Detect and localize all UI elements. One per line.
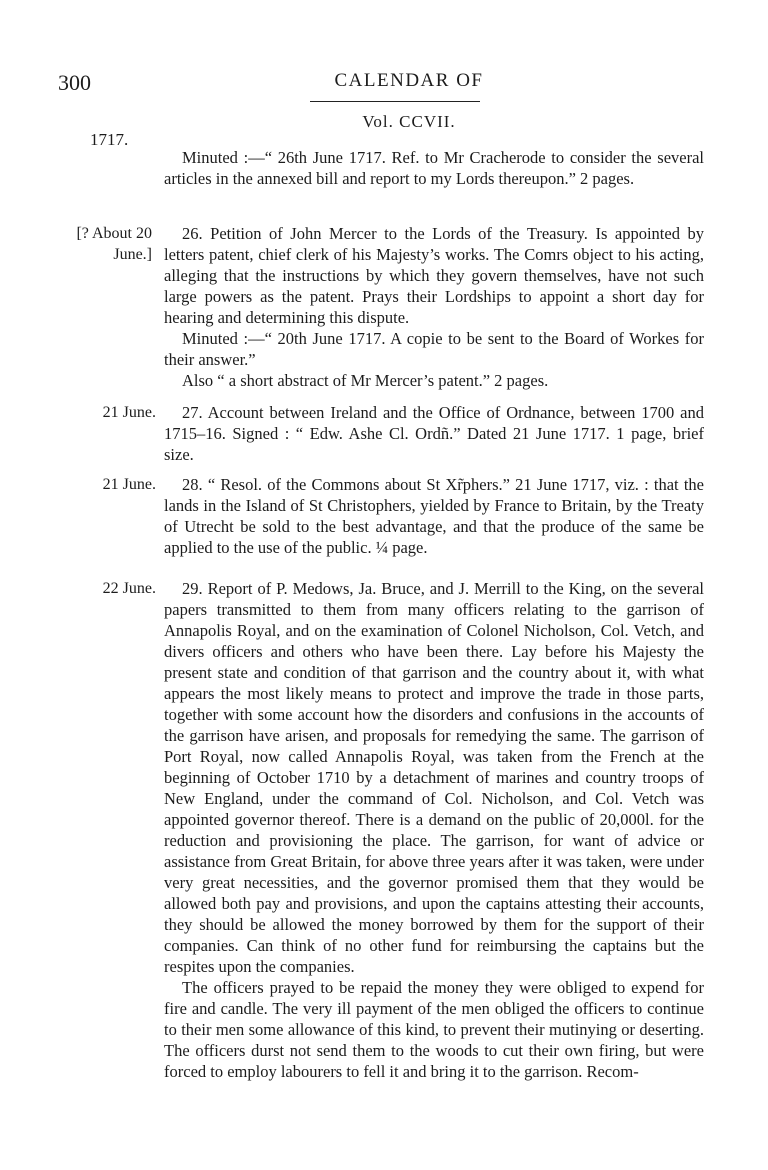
running-head: CALENDAR OF xyxy=(334,70,484,91)
entry-paragraph: Also “ a short abstract of Mr Mercer’s patent.” 2 pages. xyxy=(182,371,549,390)
entry-block xyxy=(164,147,704,189)
head-rule xyxy=(310,101,480,102)
entry-date: 21 June. xyxy=(102,476,156,493)
entry-block xyxy=(164,578,704,1082)
entry-date: [? About 20 June.] xyxy=(76,225,152,263)
entry-paragraph: The officers prayed to be repaid the money they were obliged to expend for fire and candle. The very ill payment of the men obliged the officers to continue to their men some allowance of this kind, to prevent their mutinying or deserting. The officers durst not send them to the woods to cut their own firing, but were forced to employ labourers to fell it and bring it to the garrison. Recom- xyxy=(164,978,704,1081)
page-number: 300 xyxy=(58,70,91,95)
entry-paragraph: Minuted :—“ 26th June 1717. Ref. to Mr Cracherode to consider the several articles in the annexed bill and report to my Lords thereupon.” 2 pages. xyxy=(164,148,704,188)
entry-paragraph: 27. Account between Ireland and the Office of Ordnance, between 1700 and 1715–16. Signed : “ Edw. Ashe Cl. Ordñ.” Dated 21 June 1717. 1 page, brief size. xyxy=(164,403,704,464)
entry-date: 21 June. xyxy=(102,404,156,421)
entry-date: 22 June. xyxy=(102,580,156,597)
entry-block xyxy=(164,402,704,465)
entry-paragraph: Minuted :—“ 20th June 1717. A copie to be sent to the Board of Workes for their answer.” xyxy=(164,329,704,369)
entry-paragraph: 29. Report of P. Medows, Ja. Bruce, and J. Merrill to the King, on the several papers transmitted to them from many officers relating to the garrison of Annapolis Royal, and on the examination of Colonel Nicholson, Col. Vetch, and divers officers and others who have been there. Lay before his Majesty the present state and condition of that garrison and the country about it, with what appears the most likely means to protect and improve the trade in those parts, together with some account how the disorders and confusions in the accounts of the garrison have arisen, and proposals for remedying the same. The garrison of Port Royal, now called Annapolis Royal, was taken from the French at the beginning of October 1710 by a detachment of marines and country troops of New England, under the command of Col. Nicholson, and Col. Vetch was appointed governor thereof. There is a demand on the public of 20,000l. for the reduction and provisioning the place. The garrison, for want of advice or assistance from Great Britain, for above three years after it was taken, were under very great necessities, and the governor promised them that they would be allowed both pay and provisions, and upon the captains attesting their accounts, they should be allowed the money borrowed by them for the support of their companies. Can think of no other fund for reimbursing the captains but the respites upon the companies. xyxy=(164,579,704,976)
year-marginal: 1717. xyxy=(90,130,129,149)
entry-paragraph: 26. Petition of John Mercer to the Lords of the Treasury. Is appointed by letters patent, chief clerk of his Majesty’s works. The Comrs object to his acting, alleging that the instructions by which they govern themselves, have not such large powers as the patent. Prays their Lordships to appoint a short day for hearing and determining this dispute. xyxy=(164,224,704,327)
volume-heading: Vol. CCVII. xyxy=(362,112,456,131)
entry-block xyxy=(164,223,704,391)
entry-block xyxy=(164,474,704,558)
entry-paragraph: 28. “ Resol. of the Commons about St Xr̃phers.” 21 June 1717, viz. : that the lands in the Island of St Christophers, yielded by France to Britain, by the Treaty of Utrecht be sold to the best advantage, and that the produce of the same be applied to the use of the public. ¼ page. xyxy=(164,475,704,557)
